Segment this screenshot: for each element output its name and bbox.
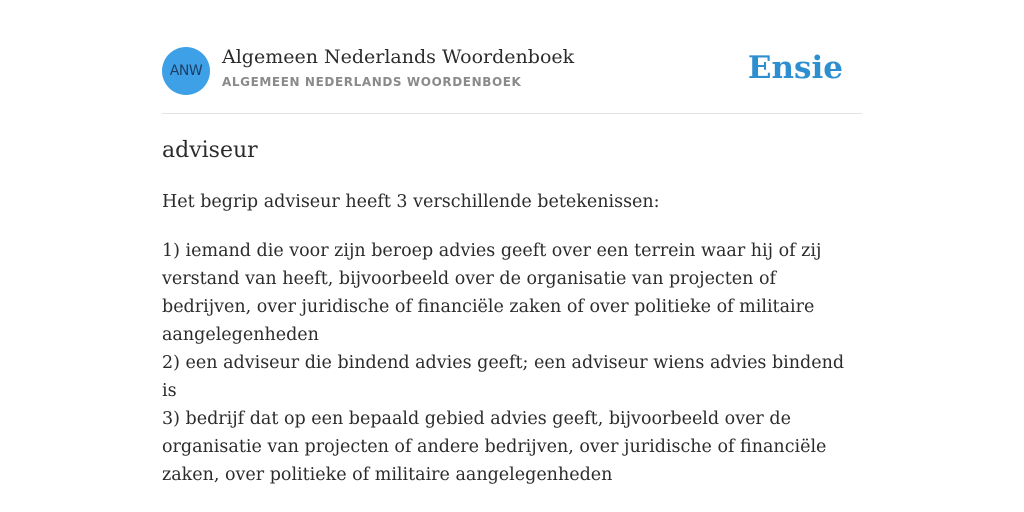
source-subtitle: ALGEMEEN NEDERLANDS WOORDENBOEK xyxy=(222,75,522,89)
entry-word: adviseur xyxy=(162,138,258,163)
entry-intro: Het begrip adviseur heeft 3 verschillende betekenissen: xyxy=(162,192,660,212)
divider xyxy=(162,113,862,114)
source-title[interactable]: Algemeen Nederlands Woordenboek xyxy=(222,46,575,68)
logo-text: ANW xyxy=(169,63,203,79)
meanings-list xyxy=(162,237,862,489)
header xyxy=(162,46,862,96)
entry-card xyxy=(162,0,862,512)
meaning-item: 2) een adviseur die bindend advies geeft; een adviseur wiens advies bindend is xyxy=(162,353,845,401)
meaning-item: 1) iemand die voor zijn beroep advies geeft over een terrein waar hij of zij verstand van heeft, bijvoorbeeld over de organisatie van projecten of bedrijven, over juridische of financiële zaken of over politieke of militaire aangelegenheden xyxy=(162,241,822,345)
meaning-item: 3) bedrijf dat op een bepaald gebied advies geeft, bijvoorbeeld over de organisatie van projecten of andere bedrijven, over juridische of financiële zaken, over politieke of militaire aangelegenheden xyxy=(162,409,827,485)
ensie-brand-logo[interactable]: Ensie xyxy=(747,50,843,86)
anw-logo[interactable] xyxy=(162,47,210,95)
